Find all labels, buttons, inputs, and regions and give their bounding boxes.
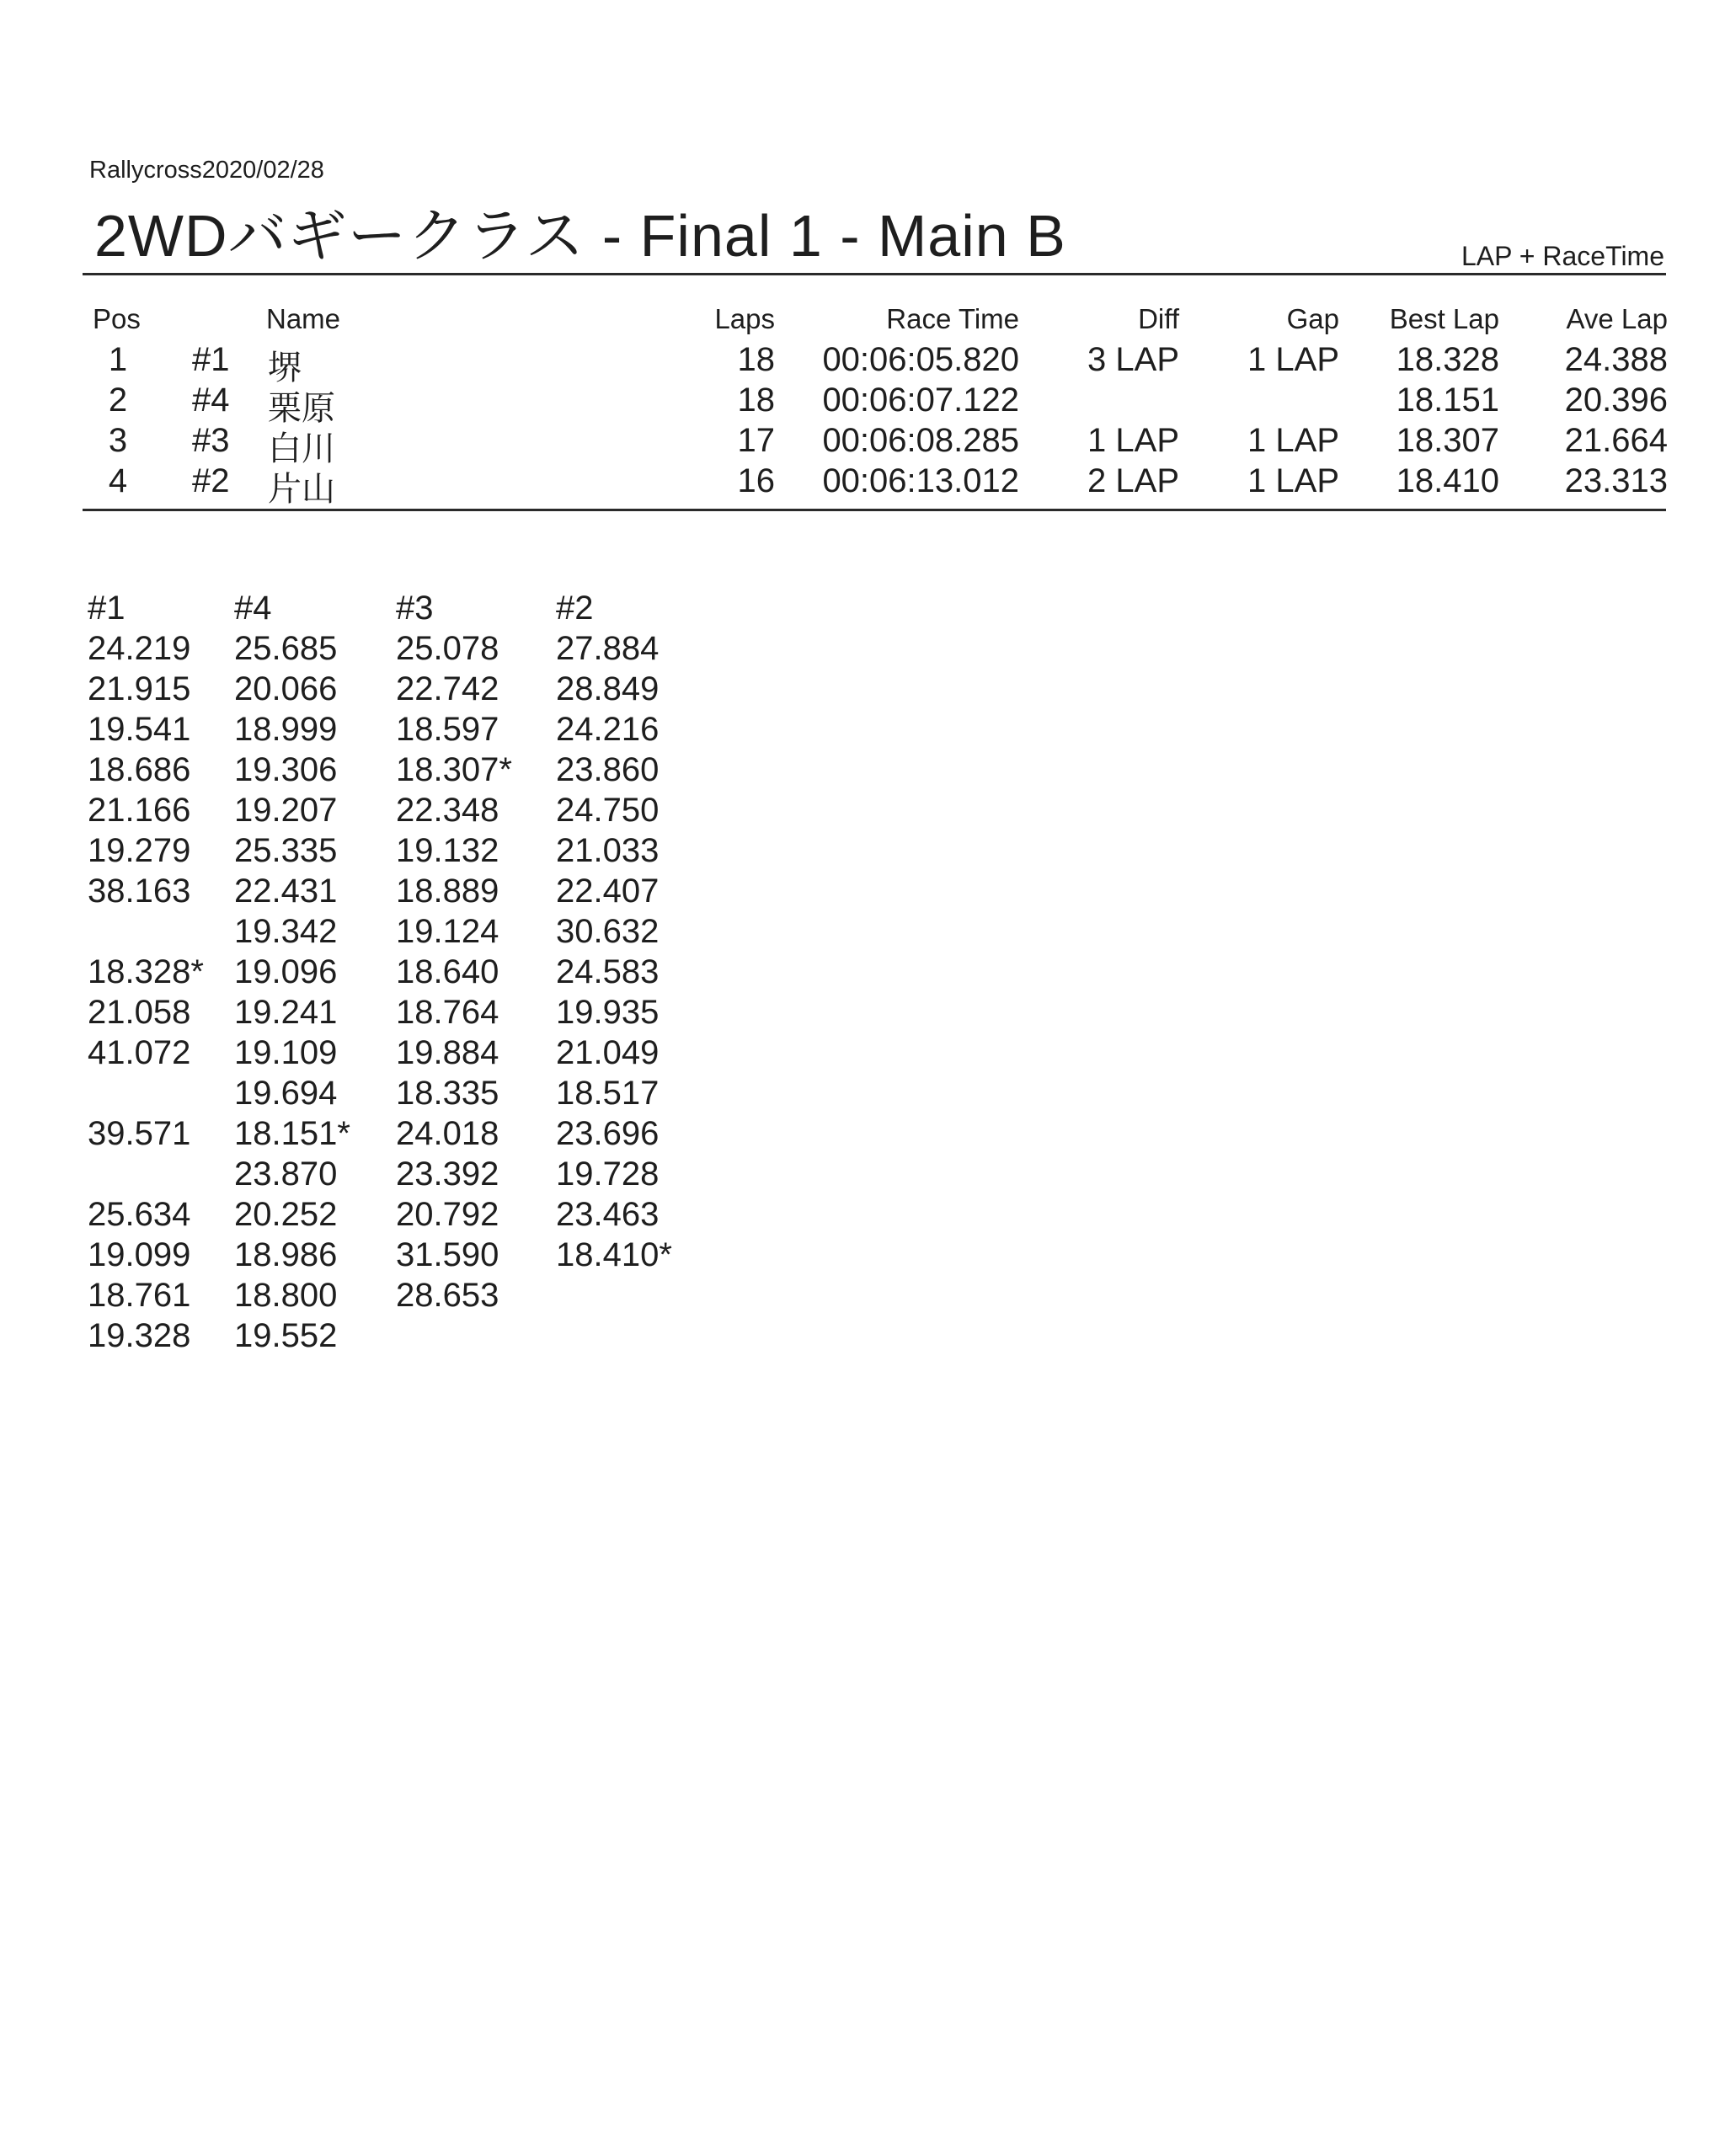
result-pos: 2 <box>108 382 128 419</box>
lap-time: 18.517 <box>556 1075 660 1112</box>
col-header-gap: Gap <box>1286 303 1339 334</box>
lap-time: 21.915 <box>88 670 191 707</box>
lap-time: 19.096 <box>234 953 338 990</box>
result-diff: 3 LAP <box>1087 341 1179 378</box>
lap-time: 18.640 <box>396 953 499 990</box>
lap-column-header: #2 <box>556 590 594 627</box>
result-best-lap: 18.151 <box>1396 382 1499 419</box>
lap-column-header: #1 <box>88 590 126 627</box>
lap-time: 28.849 <box>556 670 660 707</box>
lap-time: 23.870 <box>234 1155 338 1193</box>
lap-time: 19.241 <box>234 994 338 1031</box>
col-header-ave-lap: Ave Lap <box>1566 303 1668 334</box>
lap-time: 18.328* <box>88 953 204 990</box>
lap-time: 22.407 <box>556 873 660 910</box>
report-mode: LAP + RaceTime <box>1461 241 1664 271</box>
result-driver-name: 栗原 <box>268 390 335 427</box>
result-laps: 18 <box>737 382 775 419</box>
lap-time: 21.049 <box>556 1034 660 1071</box>
lap-time: 18.764 <box>396 994 499 1031</box>
result-best-lap: 18.410 <box>1396 462 1499 499</box>
result-driver-name: 片山 <box>268 471 335 508</box>
result-car-number: #4 <box>192 382 230 419</box>
lap-time: 21.166 <box>88 792 191 829</box>
result-race-time: 00:06:05.820 <box>822 341 1019 378</box>
lap-time: 18.597 <box>396 711 499 748</box>
lap-time: 20.066 <box>234 670 338 707</box>
result-gap: 1 LAP <box>1247 422 1339 459</box>
result-ave-lap: 23.313 <box>1564 462 1668 499</box>
result-laps: 18 <box>737 341 775 378</box>
lap-time: 18.307* <box>396 751 512 788</box>
result-driver-name: 白川 <box>268 430 335 467</box>
lap-column-header: #3 <box>396 590 434 627</box>
col-header-laps: Laps <box>714 303 775 334</box>
lap-time: 19.552 <box>234 1317 338 1354</box>
lap-time: 20.252 <box>234 1196 338 1233</box>
lap-time: 19.541 <box>88 711 191 748</box>
lap-time: 19.884 <box>396 1034 499 1071</box>
lap-time: 23.696 <box>556 1115 660 1152</box>
result-laps: 17 <box>737 422 775 459</box>
lap-time: 21.058 <box>88 994 191 1031</box>
lap-time: 19.124 <box>396 913 499 950</box>
lap-time: 18.800 <box>234 1277 338 1314</box>
lap-time: 19.328 <box>88 1317 191 1354</box>
result-driver-name: 堺 <box>268 350 302 387</box>
lap-time: 25.685 <box>234 630 338 667</box>
lap-time: 30.632 <box>556 913 660 950</box>
result-gap: 1 LAP <box>1247 341 1339 378</box>
result-laps: 16 <box>737 462 775 499</box>
lap-time: 18.410* <box>556 1236 672 1273</box>
result-ave-lap: 24.388 <box>1564 341 1668 378</box>
lap-time: 39.571 <box>88 1115 191 1152</box>
lap-time: 19.935 <box>556 994 660 1031</box>
lap-time: 18.335 <box>396 1075 499 1112</box>
result-race-time: 00:06:08.285 <box>822 422 1019 459</box>
lap-time: 19.109 <box>234 1034 338 1071</box>
lap-time: 19.099 <box>88 1236 191 1273</box>
col-header-best-lap: Best Lap <box>1389 303 1499 334</box>
lap-time: 18.889 <box>396 873 499 910</box>
lap-time: 19.207 <box>234 792 338 829</box>
header-rule <box>83 273 1666 275</box>
lap-time: 23.463 <box>556 1196 660 1233</box>
lap-time: 25.634 <box>88 1196 191 1233</box>
lap-time: 24.750 <box>556 792 660 829</box>
lap-column-header: #4 <box>234 590 272 627</box>
result-car-number: #3 <box>192 422 230 459</box>
lap-time: 24.583 <box>556 953 660 990</box>
lap-time: 27.884 <box>556 630 660 667</box>
col-header-diff: Diff <box>1138 303 1179 334</box>
result-car-number: #1 <box>192 341 230 378</box>
lap-time: 41.072 <box>88 1034 191 1071</box>
lap-time: 25.078 <box>396 630 499 667</box>
result-ave-lap: 20.396 <box>1564 382 1668 419</box>
lap-time: 19.694 <box>234 1075 338 1112</box>
lap-time: 19.132 <box>396 832 499 869</box>
lap-time: 18.986 <box>234 1236 338 1273</box>
lap-time: 22.348 <box>396 792 499 829</box>
result-car-number: #2 <box>192 462 230 499</box>
result-pos: 3 <box>108 422 128 459</box>
lap-time: 31.590 <box>396 1236 499 1273</box>
lap-time: 19.728 <box>556 1155 660 1193</box>
col-header-name: Name <box>266 303 341 334</box>
lap-time: 18.686 <box>88 751 191 788</box>
lap-time: 19.279 <box>88 832 191 869</box>
lap-time: 21.033 <box>556 832 660 869</box>
result-pos: 4 <box>108 462 128 499</box>
lap-time: 23.860 <box>556 751 660 788</box>
lap-time: 25.335 <box>234 832 338 869</box>
result-diff: 1 LAP <box>1087 422 1179 459</box>
lap-time: 24.216 <box>556 711 660 748</box>
result-best-lap: 18.328 <box>1396 341 1499 378</box>
lap-time: 28.653 <box>396 1277 499 1314</box>
lap-time: 19.342 <box>234 913 338 950</box>
result-race-time: 00:06:07.122 <box>822 382 1019 419</box>
result-diff: 2 LAP <box>1087 462 1179 499</box>
lap-time: 18.151* <box>234 1115 350 1152</box>
lap-time: 22.431 <box>234 873 338 910</box>
result-pos: 1 <box>108 341 128 378</box>
lap-time: 20.792 <box>396 1196 499 1233</box>
col-header-race-time: Race Time <box>886 303 1019 334</box>
lap-time: 23.392 <box>396 1155 499 1193</box>
lap-time: 19.306 <box>234 751 338 788</box>
result-gap: 1 LAP <box>1247 462 1339 499</box>
lap-time: 18.761 <box>88 1277 191 1314</box>
lap-time: 18.999 <box>234 711 338 748</box>
lap-time: 24.219 <box>88 630 191 667</box>
result-ave-lap: 21.664 <box>1564 422 1668 459</box>
result-race-time: 00:06:13.012 <box>822 462 1019 499</box>
lap-time: 24.018 <box>396 1115 499 1152</box>
col-header-pos: Pos <box>93 303 141 334</box>
results-rule <box>83 509 1666 511</box>
result-best-lap: 18.307 <box>1396 422 1499 459</box>
report-title: 2WDバギークラス - Final 1 - Main B <box>94 203 1066 269</box>
lap-time: 22.742 <box>396 670 499 707</box>
lap-time: 38.163 <box>88 873 191 910</box>
report-subtitle: Rallycross2020/02/28 <box>89 157 324 184</box>
